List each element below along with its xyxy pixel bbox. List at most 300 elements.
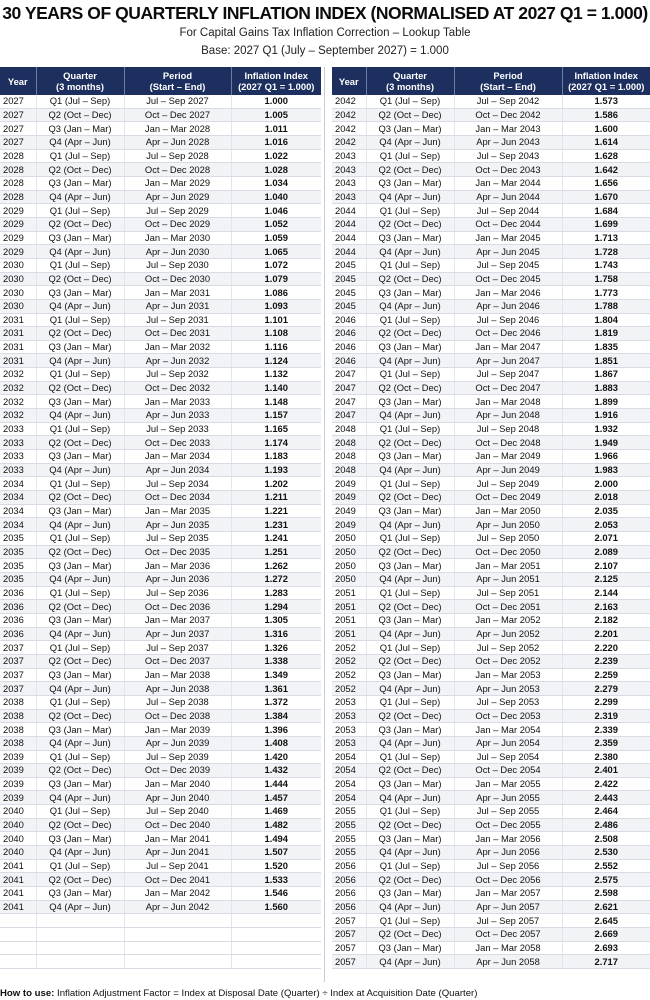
cell-quarter: Q3 (Jan – Mar) xyxy=(366,887,454,901)
cell-period: Oct – Dec 2047 xyxy=(454,381,562,395)
cell-quarter: Q4 (Apr – Jun) xyxy=(36,736,124,750)
cell-quarter: Q1 (Jul – Sep) xyxy=(366,586,454,600)
cell-year: 2048 xyxy=(332,450,366,464)
cell-index: 1.294 xyxy=(231,600,321,614)
cell-index: 1.034 xyxy=(231,176,321,190)
cell-index: 1.788 xyxy=(562,299,650,313)
cell-index: 1.573 xyxy=(562,95,650,108)
cell-period: Jan – Mar 2032 xyxy=(124,340,231,354)
table-row xyxy=(332,327,650,341)
cell-year: 2032 xyxy=(0,409,36,423)
cell-quarter: Q3 (Jan – Mar) xyxy=(366,176,454,190)
usage-note-label: How to use: xyxy=(0,988,55,999)
cell-quarter: Q1 (Jul – Sep) xyxy=(366,532,454,546)
cell-period: Jul – Sep 2047 xyxy=(454,368,562,382)
empty-row xyxy=(0,928,321,942)
cell-index: 1.183 xyxy=(231,450,321,464)
cell-period: Jul – Sep 2055 xyxy=(454,805,562,819)
table-row xyxy=(0,327,321,341)
cell-period: Jul – Sep 2046 xyxy=(454,313,562,327)
cell-year: 2049 xyxy=(332,518,366,532)
cell-index: 1.338 xyxy=(231,654,321,668)
table-row xyxy=(0,231,321,245)
cell-year: 2051 xyxy=(332,627,366,641)
cell-period: Apr – Jun 2055 xyxy=(454,791,562,805)
cell-index: 1.349 xyxy=(231,668,321,682)
table-row xyxy=(332,231,650,245)
table-row xyxy=(0,545,321,559)
cell-index: 1.420 xyxy=(231,750,321,764)
table-row xyxy=(0,95,321,108)
cell-index: 1.560 xyxy=(231,900,321,914)
cell-period: Apr – Jun 2037 xyxy=(124,627,231,641)
cell-quarter: Q4 (Apr – Jun) xyxy=(36,518,124,532)
table-row xyxy=(0,859,321,873)
cell-year: 2057 xyxy=(332,941,366,955)
cell-period: Apr – Jun 2052 xyxy=(454,627,562,641)
cell-index: 1.586 xyxy=(562,108,650,122)
cell-year: 2046 xyxy=(332,327,366,341)
table-row xyxy=(0,791,321,805)
cell-period: Apr – Jun 2047 xyxy=(454,354,562,368)
table-row xyxy=(332,914,650,928)
table-row xyxy=(0,764,321,778)
cell-year: 2056 xyxy=(332,900,366,914)
cell-quarter: Q2 (Oct – Dec) xyxy=(366,217,454,231)
cell-year: 2054 xyxy=(332,777,366,791)
cell-index: 1.086 xyxy=(231,286,321,300)
table-row xyxy=(0,818,321,832)
cell-period: Apr – Jun 2048 xyxy=(454,409,562,423)
cell-quarter: Q3 (Jan – Mar) xyxy=(36,286,124,300)
cell-period: Apr – Jun 2049 xyxy=(454,463,562,477)
cell-year: 2043 xyxy=(332,163,366,177)
cell-quarter: Q1 (Jul – Sep) xyxy=(366,477,454,491)
cell-period: Oct – Dec 2028 xyxy=(124,163,231,177)
cell-year: 2034 xyxy=(0,518,36,532)
table-row xyxy=(0,668,321,682)
cell-period: Oct – Dec 2050 xyxy=(454,545,562,559)
table-row xyxy=(0,586,321,600)
cell-index: 1.699 xyxy=(562,217,650,231)
cell-quarter: Q3 (Jan – Mar) xyxy=(366,777,454,791)
cell-index: 1.916 xyxy=(562,409,650,423)
table-row xyxy=(332,395,650,409)
cell-year: 2052 xyxy=(332,654,366,668)
cell-period: Jul – Sep 2037 xyxy=(124,641,231,655)
cell-quarter: Q1 (Jul – Sep) xyxy=(36,641,124,655)
cell-quarter: Q4 (Apr – Jun) xyxy=(36,245,124,259)
cell-year: 2041 xyxy=(0,873,36,887)
cell-year: 2027 xyxy=(0,108,36,122)
cell-quarter: Q3 (Jan – Mar) xyxy=(36,777,124,791)
cell-quarter: Q1 (Jul – Sep) xyxy=(36,750,124,764)
empty-cell xyxy=(124,955,231,969)
cell-index: 1.949 xyxy=(562,436,650,450)
table-row xyxy=(332,709,650,723)
cell-year: 2036 xyxy=(0,613,36,627)
cell-quarter: Q2 (Oct – Dec) xyxy=(366,272,454,286)
cell-index: 2.201 xyxy=(562,627,650,641)
cell-period: Oct – Dec 2057 xyxy=(454,928,562,942)
cell-period: Jul – Sep 2043 xyxy=(454,149,562,163)
cell-quarter: Q1 (Jul – Sep) xyxy=(366,641,454,655)
table-row xyxy=(0,409,321,423)
cell-year: 2033 xyxy=(0,450,36,464)
table-row xyxy=(332,791,650,805)
cell-quarter: Q3 (Jan – Mar) xyxy=(366,723,454,737)
cell-quarter: Q3 (Jan – Mar) xyxy=(36,231,124,245)
table-row xyxy=(332,176,650,190)
cell-period: Jul – Sep 2052 xyxy=(454,641,562,655)
table-row xyxy=(332,381,650,395)
cell-quarter: Q4 (Apr – Jun) xyxy=(366,791,454,805)
cell-quarter: Q4 (Apr – Jun) xyxy=(366,736,454,750)
cell-year: 2056 xyxy=(332,859,366,873)
cell-index: 2.693 xyxy=(562,941,650,955)
cell-index: 2.717 xyxy=(562,955,650,969)
cell-quarter: Q1 (Jul – Sep) xyxy=(366,805,454,819)
cell-index: 2.359 xyxy=(562,736,650,750)
table-row xyxy=(0,286,321,300)
cell-period: Jul – Sep 2044 xyxy=(454,204,562,218)
cell-year: 2033 xyxy=(0,422,36,436)
cell-period: Apr – Jun 2036 xyxy=(124,572,231,586)
cell-index: 2.422 xyxy=(562,777,650,791)
table-row xyxy=(332,613,650,627)
cell-period: Jan – Mar 2033 xyxy=(124,395,231,409)
table-row xyxy=(0,395,321,409)
table-row xyxy=(332,846,650,860)
cell-quarter: Q2 (Oct – Dec) xyxy=(366,709,454,723)
table-row xyxy=(0,572,321,586)
cell-quarter: Q1 (Jul – Sep) xyxy=(366,95,454,108)
cell-quarter: Q1 (Jul – Sep) xyxy=(36,149,124,163)
cell-year: 2047 xyxy=(332,409,366,423)
cell-year: 2039 xyxy=(0,750,36,764)
table-row xyxy=(0,504,321,518)
cell-year: 2044 xyxy=(332,204,366,218)
cell-period: Jul – Sep 2030 xyxy=(124,258,231,272)
cell-period: Jul – Sep 2028 xyxy=(124,149,231,163)
cell-period: Jul – Sep 2057 xyxy=(454,914,562,928)
cell-quarter: Q3 (Jan – Mar) xyxy=(36,832,124,846)
table-row xyxy=(0,613,321,627)
cell-quarter: Q3 (Jan – Mar) xyxy=(366,668,454,682)
cell-period: Apr – Jun 2041 xyxy=(124,846,231,860)
cell-year: 2034 xyxy=(0,477,36,491)
cell-index: 2.339 xyxy=(562,723,650,737)
cell-index: 1.326 xyxy=(231,641,321,655)
cell-year: 2055 xyxy=(332,805,366,819)
table-row xyxy=(332,627,650,641)
table-row xyxy=(332,887,650,901)
table-row xyxy=(332,654,650,668)
cell-period: Oct – Dec 2042 xyxy=(454,108,562,122)
table-row xyxy=(0,654,321,668)
cell-year: 2027 xyxy=(0,135,36,149)
cell-index: 1.052 xyxy=(231,217,321,231)
table-row xyxy=(0,477,321,491)
cell-year: 2041 xyxy=(0,887,36,901)
cell-year: 2031 xyxy=(0,340,36,354)
cell-index: 1.932 xyxy=(562,422,650,436)
cell-quarter: Q1 (Jul – Sep) xyxy=(36,95,124,108)
cell-index: 1.272 xyxy=(231,572,321,586)
cell-index: 1.533 xyxy=(231,873,321,887)
cell-period: Jan – Mar 2038 xyxy=(124,668,231,682)
cell-quarter: Q1 (Jul – Sep) xyxy=(366,695,454,709)
cell-index: 2.053 xyxy=(562,518,650,532)
cell-quarter: Q2 (Oct – Dec) xyxy=(36,491,124,505)
cell-year: 2045 xyxy=(332,258,366,272)
cell-year: 2055 xyxy=(332,832,366,846)
empty-cell xyxy=(124,928,231,942)
cell-year: 2051 xyxy=(332,600,366,614)
cell-quarter: Q2 (Oct – Dec) xyxy=(36,545,124,559)
cell-period: Jul – Sep 2054 xyxy=(454,750,562,764)
table-row xyxy=(332,163,650,177)
cell-period: Apr – Jun 2044 xyxy=(454,190,562,204)
cell-period: Oct – Dec 2054 xyxy=(454,764,562,778)
table-row xyxy=(332,422,650,436)
cell-quarter: Q3 (Jan – Mar) xyxy=(366,340,454,354)
cell-index: 2.598 xyxy=(562,887,650,901)
table-row xyxy=(0,340,321,354)
cell-index: 1.040 xyxy=(231,190,321,204)
cell-index: 1.361 xyxy=(231,682,321,696)
cell-year: 2027 xyxy=(0,95,36,108)
cell-quarter: Q4 (Apr – Jun) xyxy=(366,135,454,149)
cell-period: Apr – Jun 2032 xyxy=(124,354,231,368)
cell-year: 2029 xyxy=(0,231,36,245)
cell-period: Apr – Jun 2030 xyxy=(124,245,231,259)
empty-cell xyxy=(231,914,321,928)
cell-quarter: Q4 (Apr – Jun) xyxy=(366,354,454,368)
cell-quarter: Q1 (Jul – Sep) xyxy=(36,258,124,272)
cell-index: 1.444 xyxy=(231,777,321,791)
cell-year: 2042 xyxy=(332,95,366,108)
cell-quarter: Q4 (Apr – Jun) xyxy=(366,518,454,532)
cell-quarter: Q4 (Apr – Jun) xyxy=(366,572,454,586)
table-row xyxy=(0,368,321,382)
cell-year: 2050 xyxy=(332,572,366,586)
cell-index: 1.221 xyxy=(231,504,321,518)
cell-quarter: Q2 (Oct – Dec) xyxy=(366,436,454,450)
cell-period: Oct – Dec 2051 xyxy=(454,600,562,614)
cell-year: 2031 xyxy=(0,354,36,368)
table-row xyxy=(0,149,321,163)
cell-index: 1.600 xyxy=(562,122,650,136)
cell-index: 1.494 xyxy=(231,832,321,846)
cell-period: Jul – Sep 2038 xyxy=(124,695,231,709)
table-row xyxy=(0,381,321,395)
cell-index: 2.279 xyxy=(562,682,650,696)
cell-index: 1.835 xyxy=(562,340,650,354)
cell-index: 2.000 xyxy=(562,477,650,491)
cell-year: 2035 xyxy=(0,532,36,546)
cell-year: 2050 xyxy=(332,559,366,573)
cell-period: Jul – Sep 2041 xyxy=(124,859,231,873)
table-row xyxy=(0,463,321,477)
cell-quarter: Q3 (Jan – Mar) xyxy=(366,613,454,627)
cell-index: 2.621 xyxy=(562,900,650,914)
table-row xyxy=(332,900,650,914)
cell-index: 1.108 xyxy=(231,327,321,341)
cell-period: Jul – Sep 2032 xyxy=(124,368,231,382)
cell-year: 2043 xyxy=(332,176,366,190)
cell-quarter: Q4 (Apr – Jun) xyxy=(36,190,124,204)
cell-year: 2032 xyxy=(0,381,36,395)
cell-quarter: Q1 (Jul – Sep) xyxy=(36,422,124,436)
cell-period: Jan – Mar 2047 xyxy=(454,340,562,354)
table-row xyxy=(332,149,650,163)
cell-index: 1.614 xyxy=(562,135,650,149)
cell-year: 2045 xyxy=(332,286,366,300)
cell-year: 2034 xyxy=(0,504,36,518)
cell-period: Oct – Dec 2029 xyxy=(124,217,231,231)
col-header-index: Inflation Index (2027 Q1 = 1.000) xyxy=(231,67,321,95)
cell-year: 2029 xyxy=(0,204,36,218)
cell-quarter: Q1 (Jul – Sep) xyxy=(366,859,454,873)
cell-year: 2036 xyxy=(0,586,36,600)
cell-quarter: Q3 (Jan – Mar) xyxy=(366,395,454,409)
table-row xyxy=(0,723,321,737)
cell-period: Apr – Jun 2031 xyxy=(124,299,231,313)
cell-index: 1.016 xyxy=(231,135,321,149)
cell-year: 2053 xyxy=(332,695,366,709)
cell-year: 2054 xyxy=(332,764,366,778)
cell-index: 2.182 xyxy=(562,613,650,627)
table-row xyxy=(0,873,321,887)
cell-index: 1.124 xyxy=(231,354,321,368)
cell-quarter: Q1 (Jul – Sep) xyxy=(36,204,124,218)
cell-year: 2028 xyxy=(0,190,36,204)
base-note: Base: 2027 Q1 (July – September 2027) = 1.000 xyxy=(201,45,449,57)
table-row xyxy=(332,572,650,586)
cell-year: 2029 xyxy=(0,217,36,231)
table-header-row xyxy=(0,67,321,95)
cell-year: 2055 xyxy=(332,818,366,832)
cell-quarter: Q2 (Oct – Dec) xyxy=(366,873,454,887)
cell-year: 2032 xyxy=(0,368,36,382)
cell-quarter: Q4 (Apr – Jun) xyxy=(36,409,124,423)
col-header-period: Period (Start – End) xyxy=(124,67,231,95)
cell-year: 2057 xyxy=(332,914,366,928)
cell-year: 2029 xyxy=(0,245,36,259)
cell-index: 1.011 xyxy=(231,122,321,136)
table-row xyxy=(332,217,650,231)
cell-quarter: Q3 (Jan – Mar) xyxy=(36,668,124,682)
cell-year: 2028 xyxy=(0,176,36,190)
cell-period: Jan – Mar 2036 xyxy=(124,559,231,573)
cell-period: Jan – Mar 2039 xyxy=(124,723,231,737)
cell-index: 1.743 xyxy=(562,258,650,272)
cell-year: 2050 xyxy=(332,532,366,546)
table-row xyxy=(332,245,650,259)
cell-period: Apr – Jun 2040 xyxy=(124,791,231,805)
cell-period: Oct – Dec 2034 xyxy=(124,491,231,505)
cell-index: 2.259 xyxy=(562,668,650,682)
table-row xyxy=(0,122,321,136)
table-row xyxy=(332,450,650,464)
table-row xyxy=(332,518,650,532)
cell-quarter: Q1 (Jul – Sep) xyxy=(366,149,454,163)
table-row xyxy=(332,928,650,942)
cell-quarter: Q1 (Jul – Sep) xyxy=(36,695,124,709)
cell-quarter: Q2 (Oct – Dec) xyxy=(36,709,124,723)
cell-index: 2.464 xyxy=(562,805,650,819)
cell-index: 1.628 xyxy=(562,149,650,163)
cell-year: 2038 xyxy=(0,736,36,750)
cell-period: Apr – Jun 2050 xyxy=(454,518,562,532)
cell-period: Oct – Dec 2046 xyxy=(454,327,562,341)
cell-year: 2033 xyxy=(0,463,36,477)
cell-index: 1.079 xyxy=(231,272,321,286)
cell-index: 1.000 xyxy=(231,95,321,108)
cell-quarter: Q1 (Jul – Sep) xyxy=(366,313,454,327)
cell-period: Oct – Dec 2039 xyxy=(124,764,231,778)
cell-year: 2056 xyxy=(332,887,366,901)
cell-index: 2.669 xyxy=(562,928,650,942)
table-row xyxy=(0,135,321,149)
cell-quarter: Q1 (Jul – Sep) xyxy=(366,258,454,272)
table-row xyxy=(0,736,321,750)
cell-period: Oct – Dec 2049 xyxy=(454,491,562,505)
table-row xyxy=(332,491,650,505)
table-row xyxy=(332,409,650,423)
cell-year: 2032 xyxy=(0,395,36,409)
table-row xyxy=(332,354,650,368)
cell-quarter: Q4 (Apr – Jun) xyxy=(366,900,454,914)
cell-index: 1.867 xyxy=(562,368,650,382)
table-row xyxy=(332,340,650,354)
cell-quarter: Q4 (Apr – Jun) xyxy=(36,846,124,860)
cell-period: Apr – Jun 2042 xyxy=(124,900,231,914)
table-row xyxy=(332,477,650,491)
cell-year: 2038 xyxy=(0,695,36,709)
cell-quarter: Q4 (Apr – Jun) xyxy=(36,299,124,313)
table-row xyxy=(0,108,321,122)
cell-quarter: Q3 (Jan – Mar) xyxy=(366,286,454,300)
cell-year: 2041 xyxy=(0,900,36,914)
cell-period: Jan – Mar 2031 xyxy=(124,286,231,300)
cell-period: Jul – Sep 2048 xyxy=(454,422,562,436)
cell-quarter: Q3 (Jan – Mar) xyxy=(36,395,124,409)
cell-year: 2052 xyxy=(332,641,366,655)
cell-quarter: Q4 (Apr – Jun) xyxy=(36,791,124,805)
table-row xyxy=(0,518,321,532)
cell-year: 2053 xyxy=(332,736,366,750)
table-row xyxy=(0,299,321,313)
table-row xyxy=(332,135,650,149)
col-header-index: Inflation Index (2027 Q1 = 1.000) xyxy=(562,67,650,95)
cell-quarter: Q3 (Jan – Mar) xyxy=(366,832,454,846)
cell-period: Jan – Mar 2050 xyxy=(454,504,562,518)
cell-index: 1.507 xyxy=(231,846,321,860)
table-row xyxy=(0,176,321,190)
cell-year: 2056 xyxy=(332,873,366,887)
cell-period: Apr – Jun 2038 xyxy=(124,682,231,696)
table-row xyxy=(0,777,321,791)
cell-quarter: Q4 (Apr – Jun) xyxy=(36,900,124,914)
cell-period: Apr – Jun 2058 xyxy=(454,955,562,969)
cell-index: 2.071 xyxy=(562,532,650,546)
cell-year: 2028 xyxy=(0,149,36,163)
cell-quarter: Q1 (Jul – Sep) xyxy=(366,750,454,764)
cell-index: 2.125 xyxy=(562,572,650,586)
cell-quarter: Q2 (Oct – Dec) xyxy=(36,108,124,122)
